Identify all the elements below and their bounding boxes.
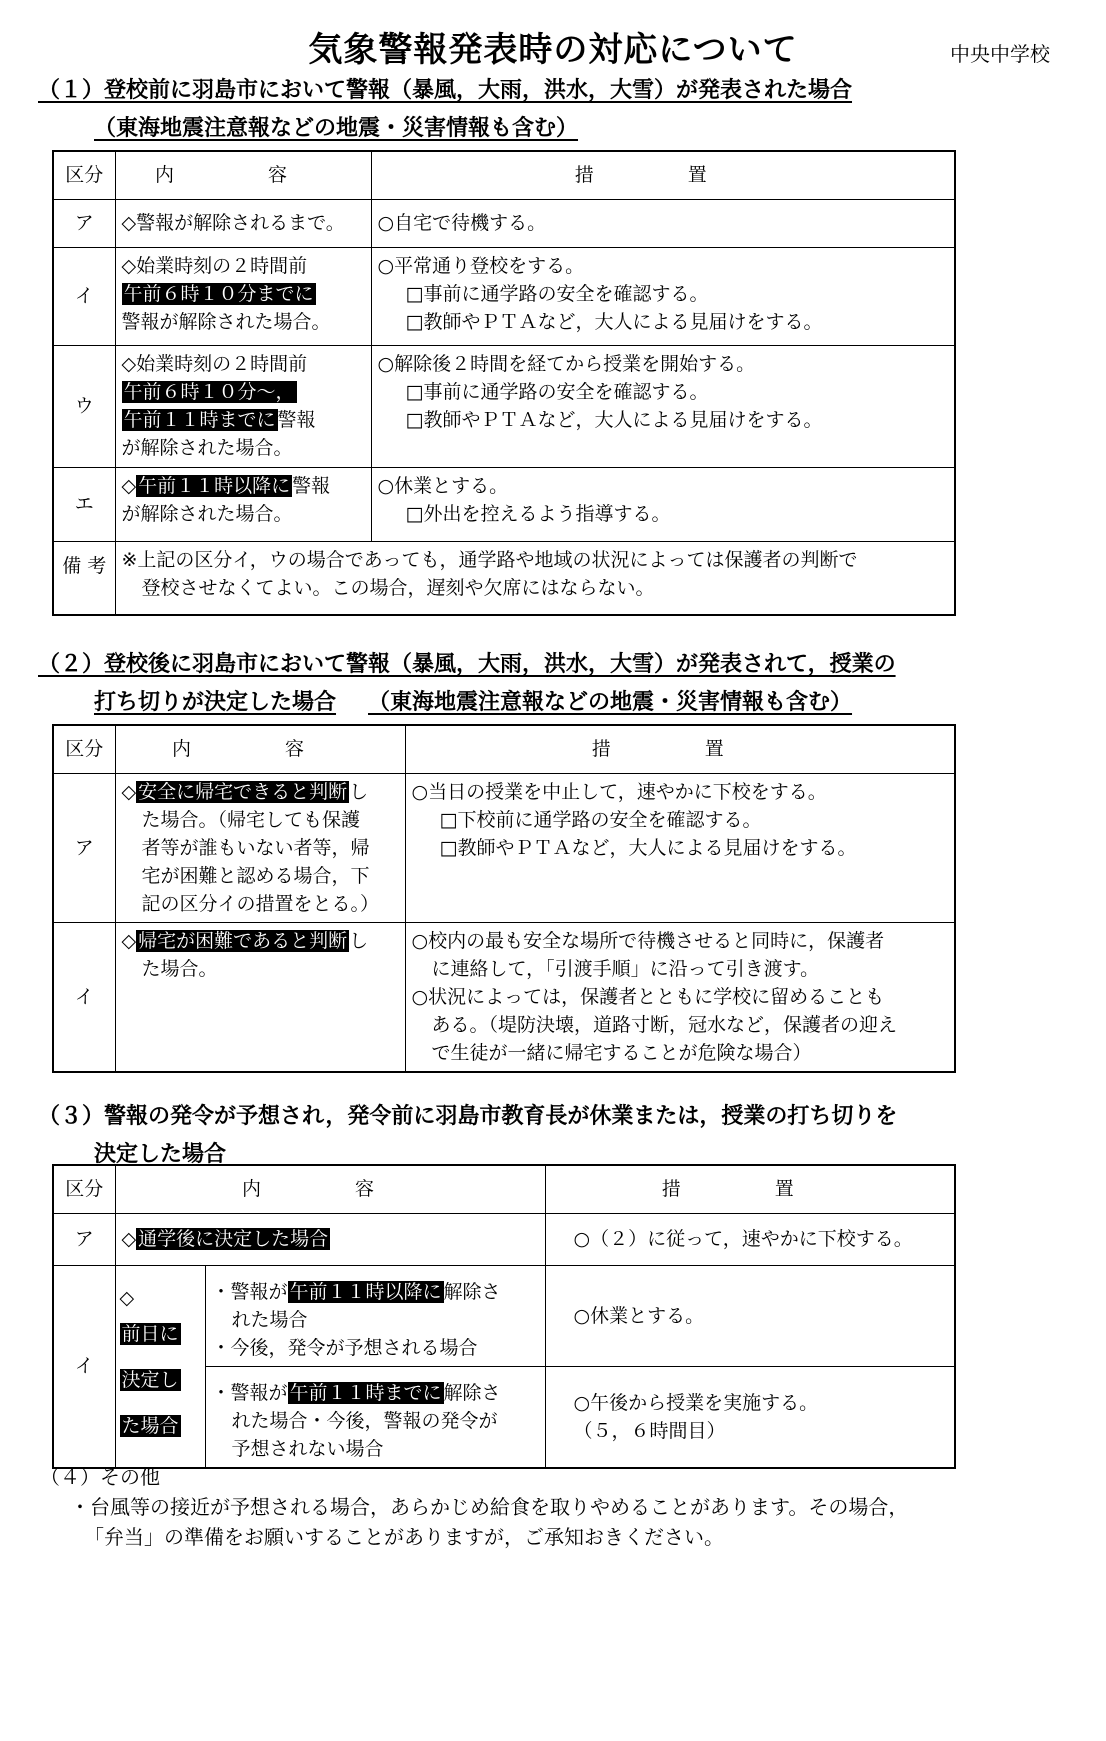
s2-row-a-sochi-3: □教師やＰＴＡなど，大人による見届けをする。: [439, 836, 857, 859]
s3-row-i-sub2-sochi-1: ○午後から授業を実施する。: [573, 1391, 819, 1414]
s2-row-i-sochi-4: ある。（堤防決壊，道路寸断，冠水など，保護者の迎え: [431, 1013, 898, 1036]
section-2-heading: [38, 646, 896, 722]
s3-row-i-sub2-sochi-2: （５，６時間目）: [573, 1419, 726, 1442]
s2-row-a-naiyou-4: 宅が困難と認める場合，下: [141, 864, 370, 887]
s3-row-i-left-highlight-2: 決定し: [121, 1369, 179, 1391]
s3-row-i-left-highlight-1: 前日に: [121, 1323, 179, 1345]
s2-row-i-sochi: [405, 922, 955, 1072]
section-1-heading: [38, 72, 852, 148]
s1-col-naiyou: 内 容: [115, 151, 371, 199]
s1-row-e-sochi-1: ○休業とする。: [377, 474, 509, 497]
s1-row-u-naiyou-2: 警報: [277, 408, 316, 431]
s1-row-u-sochi: [371, 345, 955, 467]
s2-row-i-diamond: ◇: [121, 929, 137, 952]
s3-row-i-sub1-post: 解除さ: [443, 1280, 501, 1303]
s2-row-i-kubun: イ: [53, 922, 115, 1072]
s3-row-a-naiyou: [115, 1213, 545, 1265]
s2-row-a-naiyou: [115, 773, 405, 922]
s1-row-u-sochi-2: □事前に通学路の安全を確認する。: [405, 380, 709, 403]
s3-row-a-highlight: 通学後に決定した場合: [138, 1228, 329, 1250]
s1-row-a-kubun: ア: [53, 199, 115, 247]
s2-row-i-naiyou: [115, 922, 405, 1072]
s1-row-i-naiyou-2: 警報が解除された場合。: [121, 310, 331, 333]
s1-row-u-kubun: ウ: [53, 345, 115, 467]
s1-row-i-sochi-2: □事前に通学路の安全を確認する。: [405, 282, 709, 305]
s1-row-u-naiyou: [115, 345, 371, 467]
section-2-heading-line-2b: （東海地震注意報などの地震・災害情報も含む）: [368, 690, 853, 715]
s1-col-kubun: 区分: [53, 151, 115, 199]
table-row: [53, 467, 955, 541]
s1-row-e-naiyou-post: 警報: [292, 474, 331, 497]
s3-row-i-sub2: [205, 1366, 545, 1468]
s1-row-u-highlight-1: 午前６時１０分～，: [123, 380, 295, 403]
s3-row-i-left-highlight-3: た場合: [121, 1415, 179, 1437]
s3-row-i-sub2-2: れた場合・今後，警報の発令が: [231, 1409, 498, 1432]
section-3-heading-line-2: 決定した場合: [94, 1142, 227, 1167]
s2-row-a-naiyou-post: し: [349, 780, 369, 803]
school-name: 中央中学校: [950, 42, 1050, 66]
s3-row-a-diamond: ◇: [121, 1228, 137, 1250]
s1-row-i-naiyou: [115, 247, 371, 345]
section-4-line-2: 「弁当」の準備をお願いすることがありますが，ご承知おきください。: [84, 1525, 724, 1549]
s1-row-e-diamond: ◇: [121, 474, 137, 497]
s2-col-kubun: 区分: [53, 725, 115, 773]
s3-row-i-sub1-3: ・今後，発令が予想される場合: [211, 1336, 478, 1359]
s3-col-naiyou: 内 容: [115, 1165, 545, 1213]
table-row: [53, 247, 955, 345]
s3-row-a-sochi: ○（２）に従って，速やかに下校する。: [545, 1213, 955, 1265]
s2-row-a-naiyou-3: 者等が誰もいない者等，帰: [141, 836, 370, 859]
s2-col-naiyou: 内 容: [115, 725, 405, 773]
table-row: [53, 541, 955, 615]
s1-row-a-naiyou: ◇警報が解除されるまで。: [115, 199, 371, 247]
s1-row-biko-text-2: 登校させなくてよい。この場合，遅刻や欠席にはならない。: [141, 576, 655, 599]
s3-row-i-diamond: ◇: [119, 1287, 135, 1309]
s1-row-e-naiyou: [115, 467, 371, 541]
s2-col-sochi: 措 置: [405, 725, 955, 773]
section-3-heading-line-1: （３）警報の発令が予想され，発令前に羽島市教育長が休業または，授業の打ち切りを: [38, 1104, 898, 1129]
s1-row-e-kubun: エ: [53, 467, 115, 541]
s1-row-e-highlight: 午前１１時以降に: [138, 474, 291, 497]
page-title: 気象警報発表時の対応について: [308, 30, 798, 70]
s3-row-i-sub2-3: 予想されない場合: [231, 1437, 384, 1460]
s2-row-a-sochi-1: ○当日の授業を中止して，速やかに下校をする。: [411, 780, 827, 803]
table-row: [53, 199, 955, 247]
s2-row-a-sochi: [405, 773, 955, 922]
s3-row-i-sub2-highlight: 午前１１時までに: [289, 1381, 442, 1404]
s1-row-i-naiyou-1: ◇始業時刻の２時間前: [121, 254, 308, 277]
table-row: [53, 1213, 955, 1265]
s1-row-u-highlight-2: 午前１１時までに: [123, 408, 276, 431]
section-4: [40, 1462, 908, 1552]
s1-row-u-naiyou-1: ◇始業時刻の２時間前: [121, 352, 308, 375]
s2-row-a-sochi-2: □下校前に通学路の安全を確認する。: [439, 808, 762, 831]
s1-row-i-sochi: [371, 247, 955, 345]
s2-row-a-naiyou-5: 記の区分イの措置をとる。）: [141, 892, 380, 915]
s1-row-i-sochi-3: □教師やＰＴＡなど，大人による見届けをする。: [405, 310, 823, 333]
s1-row-u-naiyou-3: が解除された場合。: [121, 436, 293, 459]
section-3-table: [52, 1164, 956, 1469]
s1-row-i-sochi-1: ○平常通り登校をする。: [377, 254, 585, 277]
s2-row-a-diamond: ◇: [121, 780, 137, 803]
s2-row-i-naiyou-post: し: [349, 929, 369, 952]
s3-col-sochi: 措 置: [545, 1165, 955, 1213]
section-3-heading: [38, 1098, 897, 1174]
s3-row-i-sub2-post: 解除さ: [443, 1381, 501, 1404]
s2-row-i-sochi-5: で生徒が一緒に帰宅することが危険な場合）: [431, 1041, 812, 1064]
s3-row-i-sub2-pre: ・警報が: [211, 1381, 288, 1404]
section-2-heading-line-2a: 打ち切りが決定した場合: [94, 690, 337, 715]
s2-row-i-sochi-3: ○状況によっては，保護者とともに学校に留めることも: [411, 985, 885, 1008]
s3-col-kubun: 区分: [53, 1165, 115, 1213]
s2-row-a-highlight: 安全に帰宅できると判断: [138, 780, 348, 803]
section-1-heading-line-2: （東海地震注意報などの地震・災害情報も含む）: [94, 116, 579, 141]
s1-row-i-highlight: 午前６時１０分までに: [123, 282, 314, 305]
s3-row-i-sub1-pre: ・警報が: [211, 1280, 288, 1303]
s2-row-i-naiyou-2: た場合。: [141, 957, 218, 980]
s3-row-i-sub1-highlight: 午前１１時以降に: [289, 1280, 442, 1303]
s1-row-i-kubun: イ: [53, 247, 115, 345]
section-1-heading-line-1: （１）登校前に羽島市において警報（暴風，大雨，洪水，大雪）が発表された場合: [38, 78, 853, 103]
s2-row-i-sochi-1: ○校内の最も安全な場所で待機させると同時に，保護者: [411, 929, 885, 952]
section-4-heading: （４）その他: [40, 1465, 160, 1489]
s3-row-i-sub1-2: れた場合: [231, 1308, 308, 1331]
section-4-line-1: ・台風等の接近が予想される場合，あらかじめ給食を取りやめることがあります。その場合，: [70, 1495, 909, 1519]
s1-row-u-sochi-3: □教師やＰＴＡなど，大人による見届けをする。: [405, 408, 823, 431]
s3-row-i-kubun: イ: [53, 1265, 115, 1468]
s3-row-i-sub2-sochi: [545, 1366, 955, 1468]
s1-row-e-sochi: [371, 467, 955, 541]
section-2-heading-line-1: （２）登校後に羽島市において警報（暴風，大雨，洪水，大雪）が発表されて，授業の: [38, 652, 896, 677]
s1-col-sochi: 措 置: [371, 151, 955, 199]
s1-row-u-sochi-1: ○解除後２時間を経てから授業を開始する。: [377, 352, 756, 375]
s2-row-a-naiyou-2: た場合。（帰宅しても保護: [141, 808, 361, 831]
s2-row-a-kubun: ア: [53, 773, 115, 922]
s2-row-i-highlight: 帰宅が困難であると判断: [138, 929, 348, 952]
s1-row-a-sochi: ○自宅で待機する。: [371, 199, 955, 247]
s3-row-i-sub1: [205, 1265, 545, 1366]
table-row: [53, 922, 955, 1072]
s3-row-i-left: [115, 1265, 205, 1468]
s1-row-biko-kubun: 備 考: [53, 541, 115, 615]
table-row: [53, 345, 955, 467]
s1-row-e-naiyou-2: が解除された場合。: [121, 502, 293, 525]
section-1-table: [52, 150, 956, 616]
table-row: [53, 1265, 955, 1366]
table-row: [53, 773, 955, 922]
s1-row-biko-text: [115, 541, 955, 615]
s2-row-i-sochi-2: に連絡して，「引渡手順」に沿って引き渡す。: [431, 957, 820, 980]
s1-row-biko-text-1: ※上記の区分イ，ウの場合であっても，通学路や地域の状況によっては保護者の判断で: [121, 548, 858, 571]
s1-row-e-sochi-2: □外出を控えるよう指導する。: [405, 502, 671, 525]
s3-row-a-kubun: ア: [53, 1213, 115, 1265]
section-2-table: [52, 724, 956, 1073]
s3-row-i-sub1-sochi: ○休業とする。: [545, 1265, 955, 1366]
